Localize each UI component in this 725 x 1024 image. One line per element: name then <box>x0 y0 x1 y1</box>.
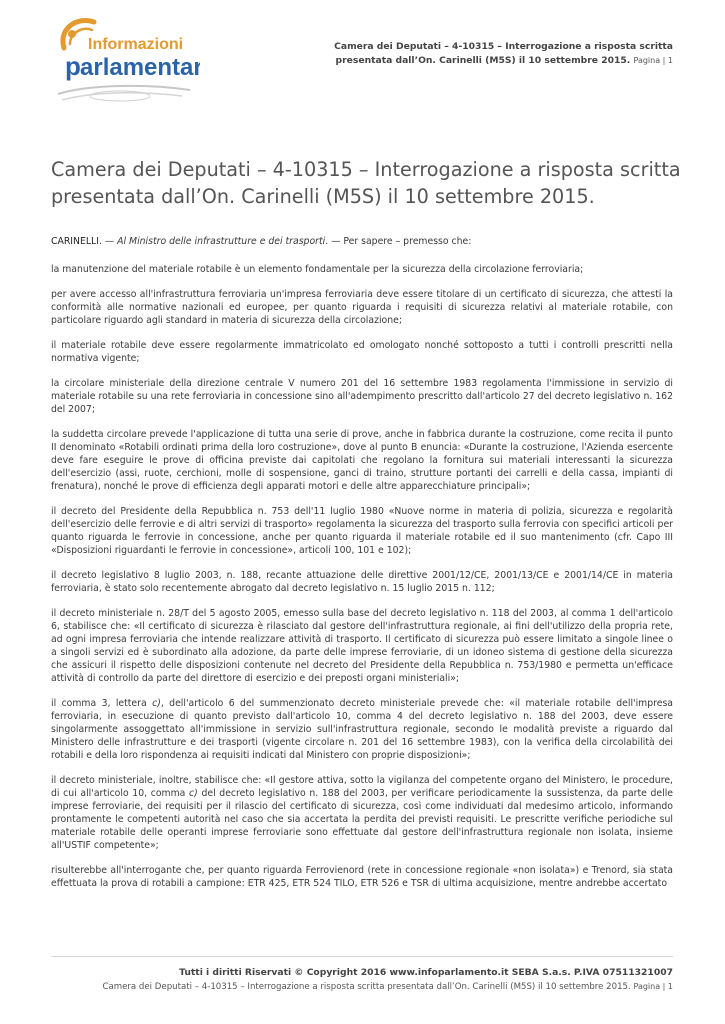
paragraph: il decreto legislativo 8 luglio 2003, n. 188, recante attuazione delle direttive 2001/12/CE, 2001/13/CE e 2001/14/CE in materia ferroviaria, è stato solo recentemente abrogato dal decreto legislativo n. 15 luglio 2015 n. 112; <box>51 570 673 594</box>
page-header <box>253 40 673 68</box>
logo-swoosh <box>62 93 182 100</box>
logo-graphic <box>50 14 200 108</box>
paragraph-text: il decreto ministeriale, inoltre, stabilisce che: «Il gestore attiva, sotto la vigilanza del competente organo del Ministero, le procedure, di cui all'articolo 10, comma <box>51 775 673 799</box>
header-title-line2 <box>253 54 673 68</box>
footer-doc-title <box>51 980 673 994</box>
paragraph: il decreto ministeriale n. 28/T del 5 agosto 2005, emesso sulla base del decreto legislativo n. 118 del 2003, al comma 1 dell'articolo 6, stabilisce che: «Il certificato di sicurezza è rilasciato dal gestore dell'infrastruttura regionale, ai fini dell'utilizzo della propria rete, ad ogni impresa ferroviaria che intende realizzare attività di trasporto. Il certificato di sicurezza può essere limitato a singole linee o a singoli servizi ed è subordinato alla adozione, da parte delle imprese ferroviarie, di un idoneo sistema di gestione della sicurezza che assicuri il rispetto delle disposizioni contenute nel decreto del Presidente della Repubblica n. 753/1980 e permetta un'efficace attività di controllo da parte del direttore di esercizio e dei preposti organi ministeriali»; <box>51 608 673 684</box>
header-title-line1: Camera dei Deputati – 4-10315 – Interrogazione a risposta scritta <box>334 41 673 52</box>
footer-doc-title-text: Camera dei Deputati – 4-10315 – Interrogazione a risposta scritta presentata dall’On. Carinelli (M5S) il 10 settembre 2015. <box>102 982 631 992</box>
intro-separator: . — <box>98 236 118 247</box>
paragraph: la manutenzione del materiale rotabile è un elemento fondamentale per la sicurezza della circolazione ferroviaria; <box>51 264 584 275</box>
author-name: CARINELLI <box>51 236 99 247</box>
intro-rest: . — Per sapere – premesso che: <box>325 236 472 247</box>
paragraph: la suddetta circolare prevede l'applicazione di tutta una serie di prove, anche in fabbrica durante la costruzione, come recita il punto II denominato «Rotabili ordinati prima della loro costruzione», dove al punto B enuncia: «Durante la costruzione, l'Azienda esercente deve fare eseguire le prove di officina previste dai capitolati che regolano la fornitura sui materiali interessanti la sicurezza dell'esercizio (assi, ruote, cerchioni, molle di sospensione, ganci di traino, strutture portanti dei carrelli e della cassa, impianti di frenatura), nonché le prove di efficienza degli apparati motori e delle altre apparecchiature principali»; <box>51 429 673 492</box>
paragraph-last: risulterebbe all'interrogante che, per quanto riguarda Ferrovienord (rete in concessione regionale «non isolata») e Trenord, sia stata effettuata la prova di rotabili a campione: ETR 425, ETR 524 TILO, ETR 526 e TSR di ultima acquisizione, mentre andrebbe accertato <box>51 865 673 889</box>
footer-page-number: Pagina | 1 <box>633 982 673 991</box>
document-body <box>51 235 673 902</box>
site-logo <box>50 14 200 108</box>
header-title-line2-text: presentata dall’On. Carinelli (M5S) il 10 settembre 2015. <box>335 55 631 66</box>
paragraph-text: , dell'articolo 6 del summenzionato decreto ministeriale prevede che: «il materiale rotabile dell'impresa ferroviaria, in esecuzione di quanto previsto dall'articolo 10, comma 4 del decreto legislativo n. 188 del 2003, deve essere singolarmente assoggettato all'immissione in servizio sull'infrastruttura regionale, secondo le modalità previste a riguardo dal Ministero delle infrastrutture e dei trasporti (vigente circolare n. 201 del 16 settembre 1983), con la verifica della circolabilità dei rotabili e della loro rispondenza ai requisiti indicati dal Ministero con proprie disposizioni»; <box>51 698 673 761</box>
paragraph: per avere accesso all'infrastruttura ferroviaria un'impresa ferroviaria deve essere titolare di un certificato di sicurezza, che attesti la conformità alle normative nazionali ed europee, per quanto riguarda i requisiti di sicurezza relativi al materiale rotabile, con particolare riguardo agli standard in materia di sicurezza della circolazione; <box>51 289 673 326</box>
addressee: Al Ministro delle infrastrutture e dei trasporti <box>117 236 326 247</box>
page-title-line2: presentata dall’On. Carinelli (M5S) il 10 settembre 2015. <box>51 185 595 208</box>
paragraph: il decreto del Presidente della Repubblica n. 753 dell'11 luglio 1980 «Nuove norme in materia di polizia, sicurezza e regolarità dell'esercizio delle ferrovie e di altri servizi di trasporto» regolamenta la sicurezza del trasporto sulla ferrovia con specifici articoli per quanto riguarda le ferrovie in concessione, anche per quanto riguarda il materiale rotabile ed il suo mantenimento (cfr. Capo III «Disposizioni riguardanti le ferrovie in concessione», articoli 100, 101 e 102); <box>51 506 673 556</box>
logo-word-informazioni: Informazioni <box>88 36 184 53</box>
paragraph-comma3 <box>51 697 673 762</box>
header-page-number: Pagina | 1 <box>633 56 673 65</box>
paragraph: il materiale rotabile deve essere regolarmente immatricolato ed omologato nonché sottoposto a tutti i controlli prescritti nella normativa vigente; <box>51 340 673 364</box>
logo-word-parlamentari: arlamentari <box>80 54 200 81</box>
paragraph-italic: c) <box>189 788 198 799</box>
intro-paragraph <box>51 235 673 248</box>
page-title-line1: Camera dei Deputati – 4-10315 – Interrogazione a risposta scritta <box>51 158 681 181</box>
footer-copyright: Tutti i diritti Riservati © Copyright 2016 www.infoparlamento.it SEBA S.a.s. P.IVA 07511321007 <box>179 967 673 978</box>
paragraph-italic: c) <box>152 698 161 709</box>
logo-dot <box>68 30 76 38</box>
paragraph-ustif <box>51 774 673 852</box>
page-footer <box>51 966 673 994</box>
logo-p-glyph: p <box>65 51 81 81</box>
paragraph-text: il comma 3, lettera <box>51 698 153 709</box>
footer-divider <box>51 956 673 957</box>
paragraph: la circolare ministeriale della direzione centrale V numero 201 del 16 settembre 1983 regolamenta l'immissione in servizio di materiale rotabile su una rete ferroviaria in concessione sino all'adempimento prescritto dall'articolo 27 del decreto legislativo n. 162 del 2007; <box>51 378 673 415</box>
paragraph-text: del decreto legislativo n. 188 del 2003, per verificare periodicamente la sussistenza, da parte delle imprese ferroviarie, dei requisiti per il rilascio del certificato di sicurezza, così come individuati dal medesimo articolo, informando prontamente le competenti autorità nel caso che sia accertata la perdita dei previsti requisiti. Le prescritte verifiche periodiche sul materiale rotabile delle operanti imprese ferroviarie sono effettuate dal gestore dell'infrastruttura regionale non isolata, insieme all'USTIF competente»; <box>51 788 673 851</box>
page-title <box>51 156 681 210</box>
